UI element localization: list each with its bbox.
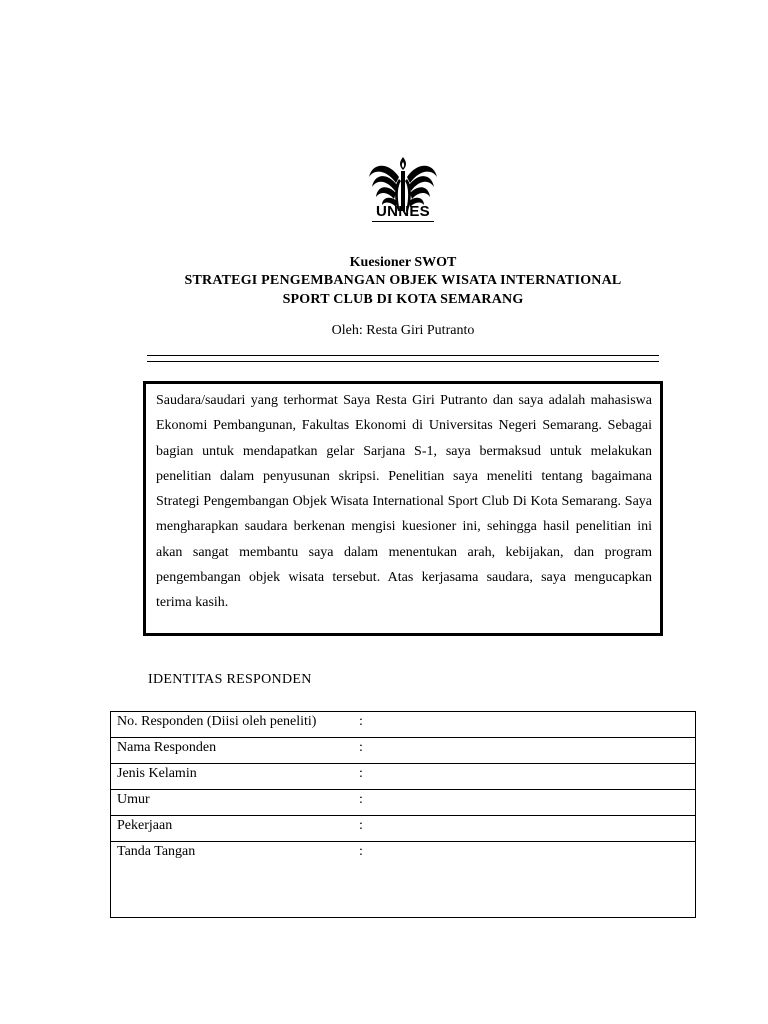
table-row (111, 816, 696, 842)
field-label-respondent-number: No. Responden (Diisi oleh peneliti) (111, 712, 356, 738)
intro-paragraph: Saudara/saudari yang terhormat Saya Resta Giri Putranto dan saya adalah mahasiswa Ekonomi Pembangunan, Fakultas Ekonomi di Universitas Negeri Semarang. Sebagai bagian untuk mendapatkan gelar Sarjana S-1, saya bermaksud untuk melakukan penelitian dalam penyusunan skripsi. Penelitian saya meneliti tentang bagaimana Strategi Pengembangan Objek Wisata International Sport Club Di Kota Semarang. Saya mengharapkan saudara berkenan mengisi kuesioner ini, sehingga hasil penelitian ini akan sangat membantu saya dalam menentukan arah, kebijakan, dan program pengembangan objek wisata tersebut. Atas kerjasama saudara, saya mengucapkan terima kasih. (156, 393, 652, 611)
research-title-line-2: SPORT CLUB DI KOTA SEMARANG (282, 292, 524, 307)
field-value-gender[interactable]: : (355, 764, 696, 790)
field-value-age[interactable]: : (355, 790, 696, 816)
logo-subtext-rule (372, 221, 434, 224)
field-value-signature[interactable]: : (355, 842, 696, 918)
field-value-respondent-name[interactable]: : (355, 738, 696, 764)
field-label-age: Umur (111, 790, 356, 816)
research-title-line-1: STRATEGI PENGEMBANGAN OBJEK WISATA INTERNATIONAL (184, 273, 622, 288)
header-divider (147, 355, 659, 362)
table-row (111, 712, 696, 738)
field-value-respondent-number[interactable]: : (355, 712, 696, 738)
field-label-respondent-name: Nama Responden (111, 738, 356, 764)
author-line: Oleh: Resta Giri Putranto (331, 323, 475, 338)
field-label-occupation: Pekerjaan (111, 816, 356, 842)
field-label-gender: Jenis Kelamin (111, 764, 356, 790)
field-label-signature: Tanda Tangan (111, 842, 356, 918)
table-row (111, 738, 696, 764)
logo-wordmark: UNNES (375, 203, 430, 220)
respondent-section-heading: IDENTITAS RESPONDEN (148, 672, 312, 687)
table-row (111, 790, 696, 816)
questionnaire-title: Kuesioner SWOT (349, 255, 457, 270)
respondent-identity-table (110, 711, 696, 918)
field-value-occupation[interactable]: : (355, 816, 696, 842)
intro-letter-box (143, 381, 663, 636)
table-row (111, 764, 696, 790)
table-row (111, 842, 696, 918)
